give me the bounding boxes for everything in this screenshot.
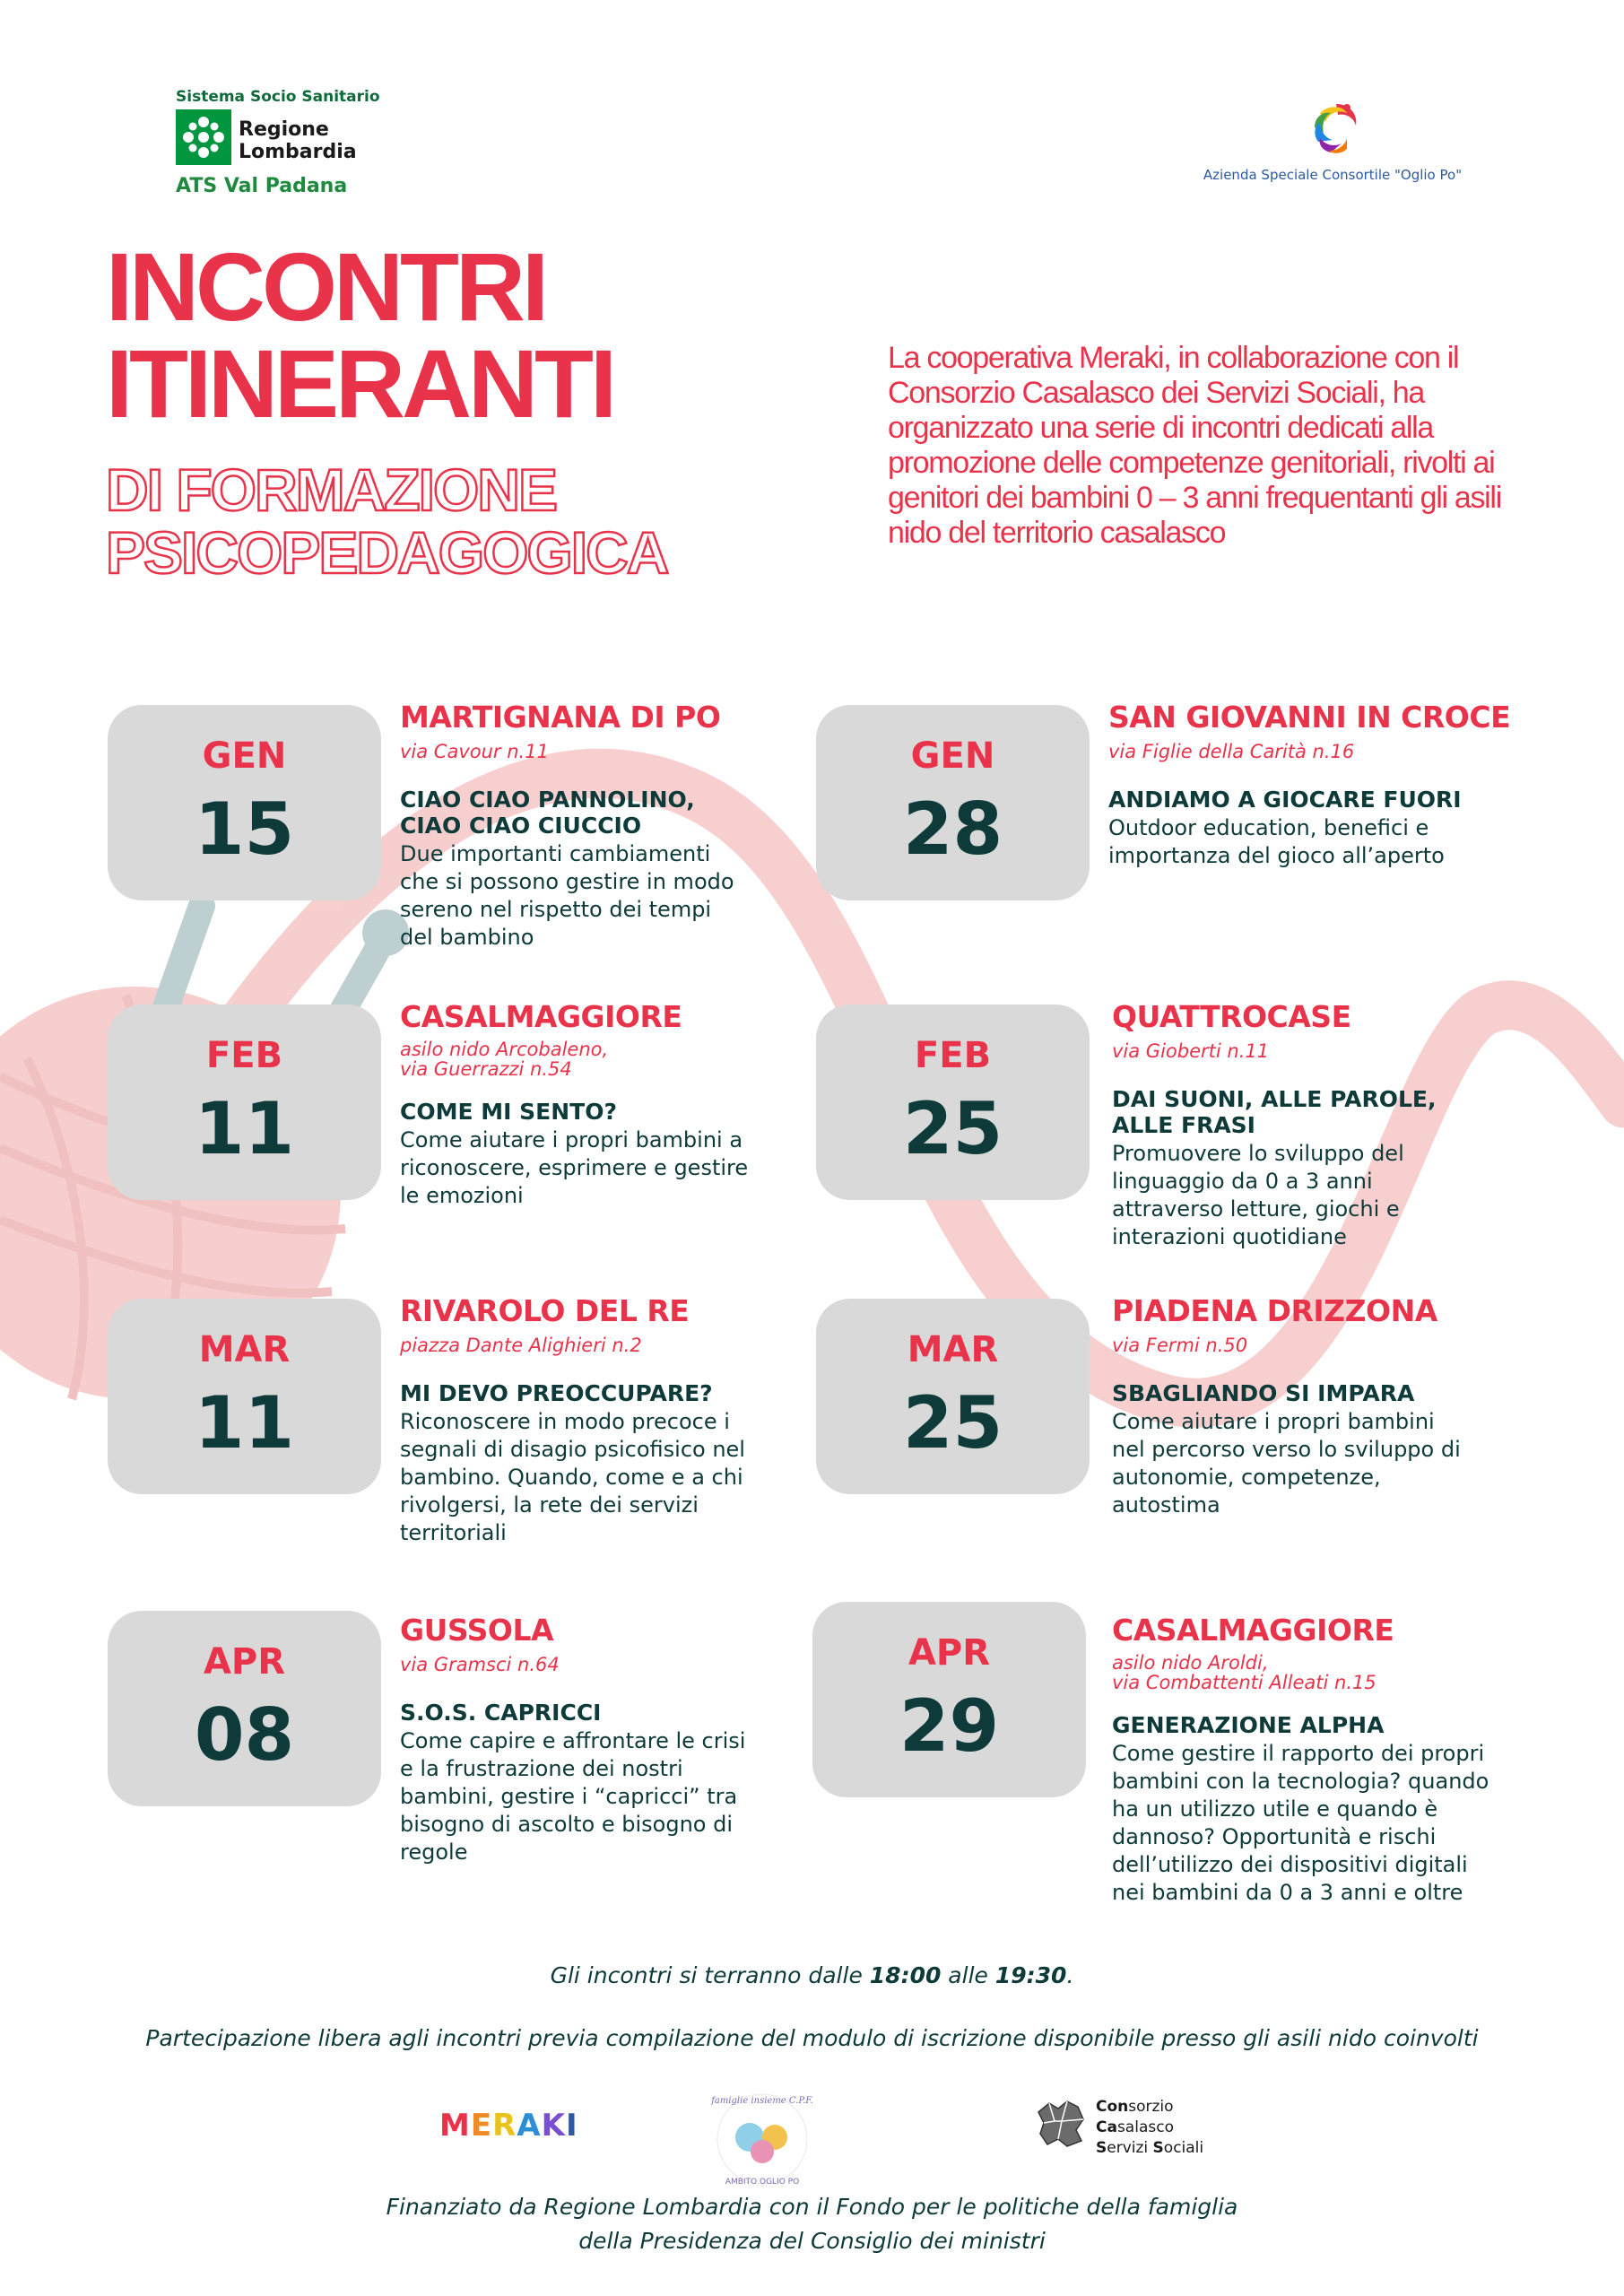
event-place: MARTIGNANA DI PO: [400, 700, 721, 735]
event-address: via Fermi n.50: [1112, 1335, 1248, 1356]
event-description: Come capire e affrontare le crisi e la frustrazione dei nostri bambini, gestire i “capricci” tra bisogno di ascolto e bisogno di regole: [400, 1728, 746, 1865]
event-address: asilo nido Aroldi,: [1112, 1652, 1269, 1674]
date-box: [816, 1004, 1090, 1200]
event-title: CIAO CIAO PANNOLINO,: [400, 787, 695, 813]
regione-lombardia-logo: [176, 109, 231, 165]
ats-label: ATS Val Padana: [176, 175, 348, 197]
event-details: [1112, 1613, 1515, 1907]
date-box: [108, 1611, 381, 1806]
start-time: 18:00: [869, 1962, 942, 1988]
event-day: 11: [194, 1087, 295, 1170]
event-place: RIVAROLO DEL RE: [400, 1293, 690, 1328]
event-day: 25: [902, 1087, 1003, 1170]
event-address-line-2: via Guerrazzi n.54: [400, 1058, 572, 1080]
event-month: MAR: [198, 1329, 291, 1370]
event-day: 28: [902, 787, 1003, 871]
event-description: Come aiutare i propri bambini nel percorso verso lo sviluppo di autonomie, competenze, autostima: [1112, 1409, 1461, 1518]
event-title: DAI SUONI, ALLE PAROLE,: [1112, 1086, 1437, 1112]
schedule-note: Gli incontri si terranno dalle 18:00 alle 19:30.: [550, 1962, 1074, 1988]
date-box: [812, 1602, 1086, 1797]
subtitle-line-2: PSICOPEDAGOGICA: [106, 519, 668, 586]
consorzio-map-icon: [1031, 2094, 1090, 2153]
event-month: GEN: [202, 735, 287, 777]
date-box: [108, 705, 381, 900]
funding-line-1: Finanziato da Regione Lombardia con il Fondo per le politiche della famiglia: [386, 2194, 1238, 2220]
event-month: APR: [203, 1641, 286, 1683]
event-description: Due importanti cambiamenti che si possono gestire in modo sereno nel rispetto dei tempi del bambino: [400, 841, 734, 950]
event-title-line-2: CIAO CIAO CIUCCIO: [400, 813, 642, 839]
event-place: SAN GIOVANNI IN CROCE: [1108, 700, 1511, 735]
date-box: [108, 1004, 381, 1200]
event-title: MI DEVO PREOCCUPARE?: [400, 1380, 713, 1406]
funding-line-2: della Presidenza del Consiglio dei ministri: [578, 2228, 1046, 2254]
event-day: 11: [194, 1381, 295, 1465]
event-details: [400, 999, 750, 1210]
event-title: SBAGLIANDO SI IMPARA: [1112, 1380, 1415, 1406]
regione-name: Regione Lombardia: [239, 118, 357, 163]
event-description: Promuovere lo sviluppo del linguaggio da 0 a 3 anni attraverso letture, giochi e interazioni quotidiane: [1112, 1141, 1404, 1249]
event-month: FEB: [914, 1035, 992, 1076]
event-address: via Cavour n.11: [400, 741, 549, 762]
event-day: 15: [194, 787, 295, 871]
fam-text-top: famiglie insieme C.P.F.: [711, 2096, 813, 2106]
date-box: [816, 705, 1090, 900]
meraki-logo: MERAKI: [439, 2108, 578, 2144]
event-month: FEB: [205, 1035, 283, 1076]
fam-text-bottom: AMBITO OGLIO PO: [725, 2178, 800, 2187]
event-title: ANDIAMO A GIOCARE FUORI: [1108, 787, 1462, 813]
event-place: GUSSOLA: [400, 1613, 554, 1648]
event-details: [1108, 700, 1511, 870]
event-description: Riconoscere in modo precoce i segnali di disagio psicofisico nel bambino. Quando, come e a chi rivolgersi, la rete dei servizi territoriali: [400, 1409, 745, 1545]
date-box: [816, 1299, 1090, 1494]
event-address: via Figlie della Carità n.16: [1108, 741, 1355, 762]
event-title-line-2: ALLE FRASI: [1112, 1112, 1255, 1138]
event-place: CASALMAGGIORE: [1112, 1613, 1394, 1648]
consorzio-name: Consorzio Casalasco Servizi Sociali: [1096, 2098, 1204, 2157]
oglio-po-logo-icon: [1311, 100, 1361, 158]
participation-note: Partecipazione libera agli incontri previa compilazione del modulo di iscrizione disponibile presso gli asili nido coinvolti: [145, 2025, 1479, 2051]
event-description: Come gestire il rapporto dei propri bambini con la tecnologia? quando ha un utilizzo utile e quando è dannoso? Opportunità e rischi dell’utilizzo dei dispositivi digitali nei bambini da 0 a 3 anni e oltre: [1112, 1741, 1489, 1905]
regione-cross-icon: [176, 109, 231, 165]
event-day: 08: [194, 1693, 295, 1777]
event-month: APR: [908, 1632, 991, 1674]
event-details: [400, 1293, 750, 1547]
event-title: S.O.S. CAPRICCI: [400, 1700, 602, 1726]
event-place: PIADENA DRIZZONA: [1112, 1293, 1437, 1328]
regione-sistema-label: Sistema Socio Sanitario: [176, 88, 380, 106]
famiglie-insieme-logo: [708, 2085, 816, 2193]
event-details: [1112, 999, 1471, 1251]
intro-paragraph: La cooperativa Meraki, in collaborazione con il Consorzio Casalasco dei Servizi Sociali, ha organizzato una serie di incontri dedicati alla promozione delle competenze genitoriali, rivolti ai genitori dei bambini 0 – 3 anni frequentanti gli asili nido del territorio casalasco: [888, 341, 1501, 550]
event-title: GENERAZIONE ALPHA: [1112, 1712, 1385, 1738]
event-address: via Gramsci n.64: [400, 1654, 560, 1675]
event-place: QUATTROCASE: [1112, 999, 1351, 1034]
event-place: CASALMAGGIORE: [400, 999, 682, 1034]
end-time: 19:30: [994, 1962, 1067, 1988]
button-icon: [751, 2140, 774, 2163]
main-title-line-2: ITINERANTI: [106, 329, 613, 438]
event-address: asilo nido Arcobaleno,: [400, 1039, 609, 1060]
event-description: Outdoor education, benefici e importanza del gioco all’aperto: [1108, 815, 1445, 868]
event-address: via Gioberti n.11: [1112, 1040, 1270, 1062]
event-address: piazza Dante Alighieri n.2: [400, 1335, 642, 1356]
event-address-line-2: via Combattenti Alleati n.15: [1112, 1672, 1376, 1693]
main-title-line-1: INCONTRI: [106, 232, 545, 341]
event-month: MAR: [907, 1329, 999, 1370]
event-details: [400, 1613, 750, 1866]
event-title: COME MI SENTO?: [400, 1099, 617, 1125]
date-box: [108, 1299, 381, 1494]
event-details: [1112, 1293, 1471, 1519]
subtitle-line-1: DI FORMAZIONE: [106, 457, 556, 523]
event-details: [400, 700, 750, 952]
event-month: GEN: [910, 735, 995, 777]
event-day: 25: [902, 1381, 1003, 1465]
azienda-oglio-po-label: Azienda Speciale Consortile "Oglio Po": [1203, 167, 1463, 183]
event-day: 29: [899, 1684, 1000, 1768]
event-description: Come aiutare i propri bambini a riconoscere, esprimere e gestire le emozioni: [400, 1127, 749, 1208]
